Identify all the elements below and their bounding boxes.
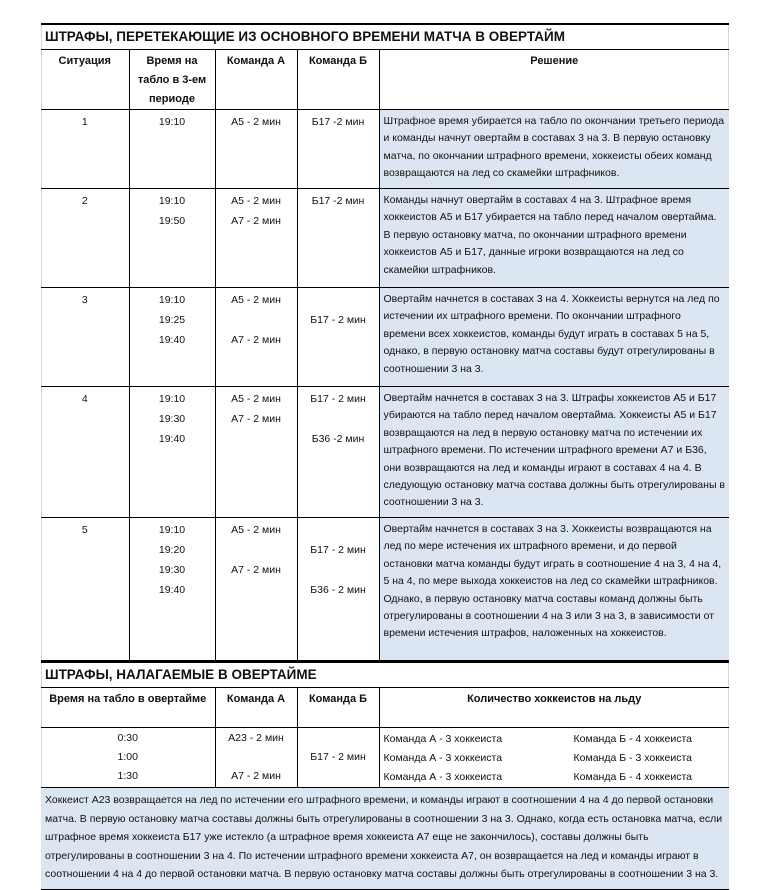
team-a-penalty: А5 - 2 мин — [231, 294, 281, 306]
header-time: Время на табло в 3-ем периоде — [129, 50, 215, 110]
team-a-penalty — [216, 582, 297, 602]
team-b-penalty: Б17 -2 мин — [311, 116, 365, 128]
time-cell — [129, 387, 215, 518]
header-team-a: Команда А — [215, 50, 297, 110]
ot-team-a-penalty — [216, 749, 297, 768]
decision-text: Овертайм начнется в составах 3 на 4. Хоккеисты вернутся на лед по истечении их штрафного времени. По окончании штрафного времени всех хоккеистов, команды будут играть в составах 5 на 5, однако, в первую остановку матча составы будут отрегулированы в соотношении 3 на 3. — [379, 288, 729, 387]
ot-time: 0:30 — [117, 732, 138, 744]
team-b-penalty — [298, 562, 379, 582]
period-time: 19:25 — [158, 314, 186, 326]
period-time: 19:40 — [158, 584, 186, 596]
team-a-penalty — [216, 542, 297, 562]
header-ot-team-a: Команда А — [215, 688, 297, 728]
period-time: 19:10 — [158, 393, 186, 405]
situation-number: 1 — [41, 110, 129, 189]
count-line — [380, 730, 730, 749]
decision-text: Овертайм начнется в составах 3 на 3. Штрафы хоккеистов А5 и Б17 убираются на табло перед началом овертайма. Хоккеисты А5 и Б17 возвращаются на лед в первую остановку матча по истечении их штрафного времени. По истечении штрафного времени А7 и Б36, они возвращаются на лед и команды играют в составах 4 на 4. В следующую остановку матча состава должны быть отрегулированы в соотношении 3 на 3. — [379, 387, 729, 518]
period-time: 19:30 — [158, 564, 186, 576]
header-ot-team-b: Команда Б — [297, 688, 379, 728]
ot-team-b-penalty: Б17 - 2 мин — [310, 751, 366, 763]
situation-row — [41, 387, 729, 518]
ot-times-cell — [41, 728, 215, 788]
count-line — [380, 768, 730, 787]
situation-row — [41, 189, 729, 288]
count-team-b: Команда Б - 4 хоккеиста — [573, 771, 692, 783]
situation-number: 3 — [41, 288, 129, 387]
team-a-penalty: А7 - 2 мин — [231, 564, 281, 576]
team-a-penalty: А7 - 2 мин — [231, 215, 281, 227]
time-cell — [129, 288, 215, 387]
team-b-penalty: Б17 -2 мин — [311, 195, 365, 207]
team-a-cell — [215, 288, 297, 387]
time-cell — [129, 110, 215, 189]
team-b-penalty: Б17 - 2 мин — [310, 544, 366, 556]
time-cell — [129, 518, 215, 661]
header-ot-time: Время на табло в овертайме — [41, 688, 215, 728]
section1-title: ШТРАФЫ, ПЕРЕТЕКАЮЩИЕ ИЗ ОСНОВНОГО ВРЕМЕНИ МАТЧА В ОВЕРТАЙМ — [41, 24, 729, 50]
team-b-penalty: Б17 - 2 мин — [310, 393, 366, 405]
decision-text: Команды начнут овертайм в составах 4 на 3. Штрафное время хоккеистов А5 и Б17 убирается на табло перед началом овертайма. В первую остановку матча, по окончании штрафного времени хоккеистов А5 и Б17, данные игроки возвращаются на лед со скамейки штрафников. — [379, 189, 729, 288]
period-time: 19:30 — [158, 413, 186, 425]
count-team-a: Команда А - 3 хоккеиста — [383, 771, 503, 783]
ot-time: 1:30 — [117, 770, 138, 782]
team-b-penalty — [298, 332, 379, 352]
period-time: 19:10 — [158, 116, 186, 128]
period-time: 19:10 — [158, 195, 186, 207]
team-b-cell — [297, 518, 379, 661]
ot-team-b-cell — [297, 728, 379, 788]
overtime-note: Хоккеист А23 возвращается на лед по истечении его штрафного времени, и команды играют в соотношении 4 на 4 до первой остановки матча. В первую остановку матча составы должны быть отрегулированы в соотношении 3 на 3. Однако, когда есть остановка матча, если штрафное время хоккеиста Б17 уже истекло (а штрафное время хоккеиста А7 еще не закончилось), составы должны быть отрегулированы в соотношении 3 на 4. По истечении штрафного времени хоккеиста А7, он возвращается на лед и команды играют в соотношении 4 на 4 до первой остановки матча. В первую остановку матча составы должны быть отрегулированы в соотношении 3 на 3. — [41, 788, 729, 890]
team-b-penalty — [298, 292, 379, 312]
ot-team-a-penalty: А7 - 2 мин — [231, 770, 281, 782]
team-a-cell — [215, 189, 297, 288]
team-b-cell — [297, 189, 379, 288]
header-situation: Ситуация — [41, 50, 129, 110]
header-decision: Решение — [379, 50, 729, 110]
situation-row — [41, 110, 729, 189]
team-b-penalty: Б17 - 2 мин — [310, 314, 366, 326]
count-team-a: Команда А - 3 хоккеиста — [383, 752, 503, 764]
situation-number: 4 — [41, 387, 129, 518]
situation-row — [41, 518, 729, 661]
team-b-penalty: Б36 - 2 мин — [310, 584, 366, 596]
team-a-penalty: А5 - 2 мин — [231, 195, 281, 207]
count-line — [380, 749, 730, 768]
team-a-penalty: А5 - 2 мин — [231, 393, 281, 405]
header-team-b: Команда Б — [297, 50, 379, 110]
team-b-cell — [297, 110, 379, 189]
carryover-penalties-table — [41, 23, 729, 661]
overtime-penalties-table — [41, 661, 729, 890]
team-a-penalty: А7 - 2 мин — [231, 334, 281, 346]
team-a-penalty — [216, 312, 297, 332]
team-a-penalty — [216, 431, 297, 451]
decision-text: Штрафное время убирается на табло по окончании третьего периода и команды начнут овертайм в составах 3 на 3. В первую остановку матча, по окончании штрафного времени, хоккеисты обеих команд возвращаются на лед со скамейки штрафников. — [379, 110, 729, 189]
period-time: 19:50 — [158, 215, 186, 227]
team-a-penalty: А5 - 2 мин — [231, 116, 281, 128]
ot-team-a-cell — [215, 728, 297, 788]
count-team-a: Команда А - 3 хоккеиста — [383, 733, 503, 745]
team-b-penalty — [298, 411, 379, 431]
team-a-cell — [215, 387, 297, 518]
period-time: 19:10 — [158, 524, 186, 536]
ot-count-cell — [379, 728, 729, 788]
period-time: 19:40 — [158, 334, 186, 346]
team-b-penalty — [298, 522, 379, 542]
team-a-penalty: А7 - 2 мин — [231, 413, 281, 425]
situation-number: 2 — [41, 189, 129, 288]
team-a-cell — [215, 110, 297, 189]
count-team-b: Команда Б - 3 хоккеиста — [573, 752, 692, 764]
decision-text: Овертайм начнется в составах 3 на 3. Хоккеисты возвращаются на лед по мере истечения их штрафного времени, и до первой остановки матча команды будут играть в соотношение 4 на 3, 4 на 4, 5 на 4, по мере выхода хоккеистов на лед со скамейки штрафников. Однако, в первую остановку матча составы команд должны быть отрегулированы в соотношении 4 на 3 или 3 на 3, в зависимости от времени истечения штрафов, наложенных на хоккеистов. — [379, 518, 729, 661]
period-time: 19:10 — [158, 294, 186, 306]
situation-number: 5 — [41, 518, 129, 661]
ot-time: 1:00 — [117, 751, 138, 763]
section2-title: ШТРАФЫ, НАЛАГАЕМЫЕ В ОВЕРТАЙМЕ — [41, 662, 729, 688]
team-a-penalty: А5 - 2 мин — [231, 524, 281, 536]
situation-row — [41, 288, 729, 387]
document — [41, 23, 729, 890]
team-b-cell — [297, 387, 379, 518]
ot-team-a-penalty: А23 - 2 мин — [228, 732, 284, 744]
team-b-cell — [297, 288, 379, 387]
period-time: 19:20 — [158, 544, 186, 556]
time-cell — [129, 189, 215, 288]
header-ot-count: Количество хоккеистов на льду — [379, 688, 729, 728]
team-a-cell — [215, 518, 297, 661]
period-time: 19:40 — [158, 433, 186, 445]
count-team-b: Команда Б - 4 хоккеиста — [573, 733, 692, 745]
team-b-penalty: Б36 -2 мин — [311, 433, 365, 445]
